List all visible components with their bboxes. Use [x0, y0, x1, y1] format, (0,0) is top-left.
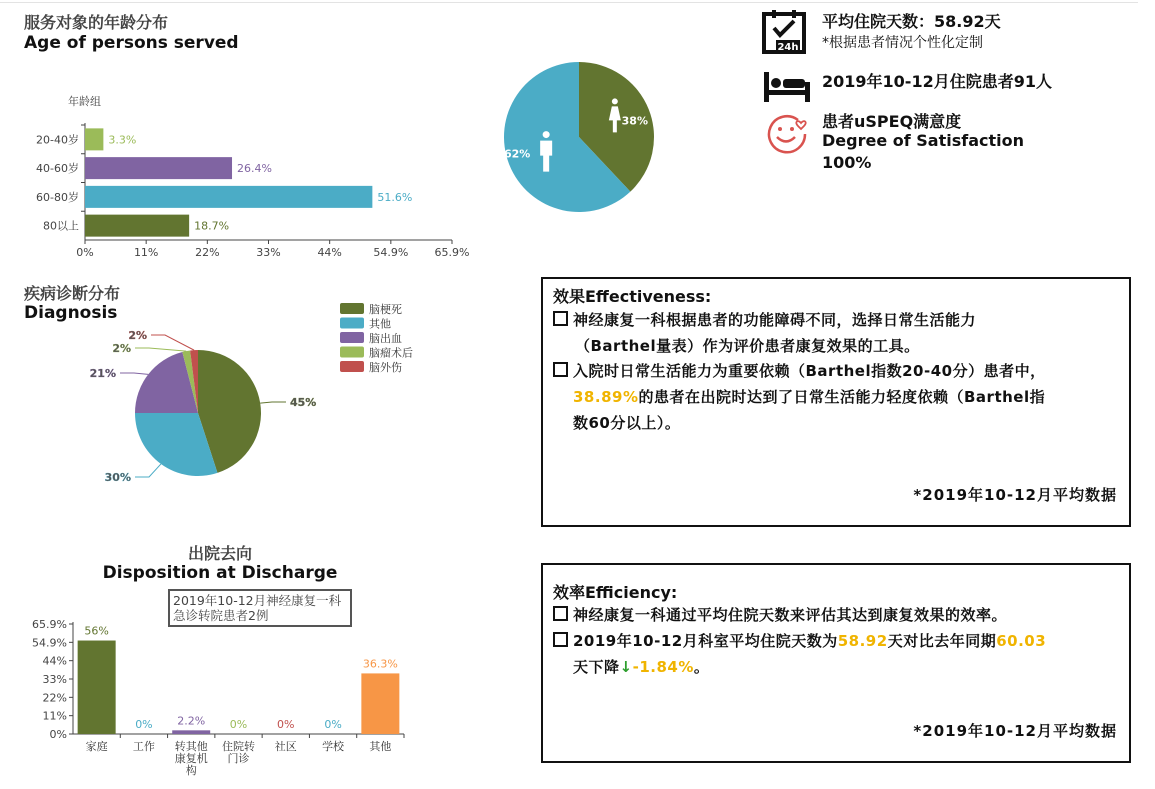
efficiency-value-last-year: 60.03	[996, 632, 1047, 650]
efficiency-item-2-c: 天下降	[573, 658, 620, 676]
diagnosis-value-label: 45%	[290, 396, 317, 409]
gender-value-label: 38%	[621, 114, 649, 128]
efficiency-item-1	[553, 602, 1113, 628]
effectiveness-item-1-line-a: 神经康复一科根据患者的功能障碍不同，选择日常生活能力	[573, 311, 977, 329]
discharge-category-label: 其他	[369, 740, 392, 753]
diagnosis-legend-label: 脑瘤术后	[369, 346, 413, 360]
age-bar	[85, 186, 372, 208]
satisfaction-value: 100%	[822, 153, 872, 172]
male-icon-head	[543, 131, 550, 138]
discharge-category-label: 工作	[132, 740, 155, 753]
discharge-title-en: Disposition at Discharge	[102, 563, 338, 583]
age-category-label: 40-60岁	[36, 162, 79, 176]
diagnosis-value-label: 2%	[128, 329, 147, 342]
satisfaction-title-en: Degree of Satisfaction	[822, 131, 1025, 150]
age-x-tick-label: 22%	[195, 246, 220, 259]
diagnosis-leader-line	[135, 348, 186, 351]
checkbox-icon	[553, 311, 568, 326]
efficiency-value-change: -1.84%	[632, 658, 694, 676]
female-icon-head	[612, 98, 618, 104]
diagnosis-legend-swatch	[340, 361, 364, 372]
age-x-tick-label: 44%	[317, 246, 342, 259]
discharge-y-tick-label: 54.9%	[32, 636, 67, 650]
age-title-en: Age of persons served	[24, 33, 239, 53]
satisfaction-title-zh: 患者uSPEQ满意度	[822, 112, 962, 131]
patients-count-text: 2019年10-12月住院患者91人	[822, 72, 1052, 91]
diagnosis-value-label: 30%	[104, 471, 131, 484]
diagnosis-value-label: 21%	[89, 367, 116, 380]
gender-pie-chart	[495, 55, 665, 220]
age-x-tick-label: 11%	[133, 246, 159, 259]
discharge-title-zh: 出院去向	[187, 544, 252, 563]
effectiveness-title: 效果Effectiveness:	[553, 287, 712, 306]
top-divider	[0, 2, 1138, 3]
discharge-bar	[172, 730, 210, 734]
bed-icon	[762, 70, 812, 104]
age-x-tick-label: 0%	[76, 246, 94, 259]
diagnosis-title-zh: 疾病诊断分布	[24, 284, 121, 303]
effectiveness-item-2-line-b: 的患者在出院时达到了日常生活能力轻度依赖（Barthel指	[638, 388, 1046, 406]
diagnosis-value-label: 2%	[112, 342, 131, 355]
discharge-y-tick-label: 22%	[42, 691, 67, 705]
discharge-callout: 2019年10-12月神经康复一科急诊转院患者2例	[168, 589, 352, 627]
checkbox-icon	[553, 362, 568, 377]
age-bar	[85, 128, 103, 150]
age-value-label: 18.7%	[194, 219, 230, 233]
effectiveness-highlight-pct: 38.89%	[573, 388, 639, 406]
discharge-bar-chart	[0, 600, 430, 789]
effectiveness-item-2-line-c: 数60分以上）。	[573, 414, 681, 432]
smiley-heart-icon	[764, 110, 810, 156]
age-category-label: 20-40岁	[36, 133, 79, 147]
diagnosis-legend-label: 脑梗死	[369, 303, 402, 316]
diagnosis-legend-label: 脑外伤	[369, 361, 402, 374]
diagnosis-legend-swatch	[340, 332, 364, 343]
effectiveness-item-1-line-b: （Barthel量表）作为评价患者康复效果的工具。	[575, 337, 920, 355]
diagnosis-legend-label: 其他	[369, 317, 391, 331]
discharge-category-label: 家庭	[85, 740, 108, 753]
avg-stay-note: *根据患者情况个性化定制	[822, 35, 983, 51]
diagnosis-pie-chart	[60, 295, 480, 495]
diagnosis-leader-line	[151, 335, 194, 350]
discharge-bar	[78, 641, 116, 734]
efficiency-item-2	[553, 628, 1113, 680]
age-category-label: 80以上	[43, 219, 79, 233]
diagnosis-legend-swatch	[340, 347, 364, 358]
age-bar	[85, 157, 232, 179]
efficiency-title: 效率Efficiency:	[553, 583, 678, 602]
diagnosis-legend-swatch	[340, 303, 364, 314]
age-bar	[85, 215, 189, 237]
age-value-label: 3.3%	[108, 133, 137, 147]
discharge-category-label: 转其他康复机构	[174, 740, 208, 777]
age-axis-title: 年龄组	[68, 95, 101, 108]
age-x-tick-label: 65.9%	[434, 246, 470, 259]
calendar-24h-icon	[762, 8, 808, 54]
avg-stay-text: 平均住院天数：58.92天	[822, 12, 1001, 31]
discharge-value-label: 0%	[135, 718, 153, 731]
discharge-category-label: 住院转门诊	[222, 740, 255, 765]
age-x-tick-label: 54.9%	[373, 246, 409, 259]
discharge-value-label: 0%	[324, 718, 342, 731]
diagnosis-leader-line	[120, 373, 148, 374]
discharge-value-label: 56%	[84, 624, 109, 638]
diagnosis-legend-label: 脑出血	[369, 332, 402, 345]
discharge-value-label: 0%	[229, 718, 248, 731]
discharge-value-label: 36.3%	[362, 657, 398, 671]
diagnosis-leader-line	[135, 464, 161, 477]
down-arrow-icon: ↓	[619, 658, 633, 676]
efficiency-item-2-b: 天对比去年同期	[887, 632, 997, 650]
checkbox-icon	[553, 632, 568, 647]
effectiveness-footnote: *2019年10-12月平均数据	[913, 486, 1117, 504]
diagnosis-legend-swatch	[340, 318, 364, 329]
efficiency-box	[541, 563, 1131, 763]
discharge-value-label: 2.2%	[177, 714, 206, 728]
discharge-y-tick-label: 0%	[49, 728, 67, 741]
discharge-y-tick-label: 44%	[42, 654, 67, 668]
svg-text:24h: 24h	[777, 42, 799, 53]
effectiveness-box	[541, 277, 1131, 527]
efficiency-footnote: *2019年10-12月平均数据	[913, 722, 1117, 740]
age-bar-chart	[0, 85, 480, 265]
discharge-category-label: 社区	[274, 740, 297, 753]
gender-value-label: 62%	[503, 147, 531, 161]
diagnosis-leader-line	[260, 402, 286, 403]
age-title-zh: 服务对象的年龄分布	[24, 13, 169, 32]
effectiveness-item-2-line-a: 入院时日常生活能力为重要依赖（Barthel指数20-40分）患者中，	[573, 362, 1046, 380]
efficiency-item-2-a: 2019年10-12月科室平均住院天数为	[573, 632, 838, 650]
discharge-y-tick-label: 11%	[42, 709, 67, 723]
diagnosis-title-en: Diagnosis	[24, 303, 118, 323]
discharge-value-label: 0%	[277, 718, 295, 731]
discharge-y-tick-label: 33%	[42, 673, 67, 686]
age-category-label: 60-80岁	[36, 190, 79, 204]
age-x-tick-label: 33%	[256, 246, 281, 259]
age-value-label: 51.6%	[377, 190, 413, 204]
age-value-label: 26.4%	[237, 162, 272, 176]
efficiency-value-current: 58.92	[837, 632, 888, 650]
effectiveness-item-1	[553, 307, 1113, 359]
discharge-category-label: 学校	[322, 740, 345, 753]
effectiveness-item-2	[553, 358, 1113, 436]
checkbox-icon	[553, 606, 568, 621]
discharge-y-tick-label: 65.9%	[32, 618, 67, 631]
efficiency-item-2-d: 。	[693, 658, 710, 676]
discharge-bar	[361, 673, 399, 734]
efficiency-item-1-text: 神经康复一科通过平均住院天数来评估其达到康复效果的效率。	[573, 606, 1008, 624]
